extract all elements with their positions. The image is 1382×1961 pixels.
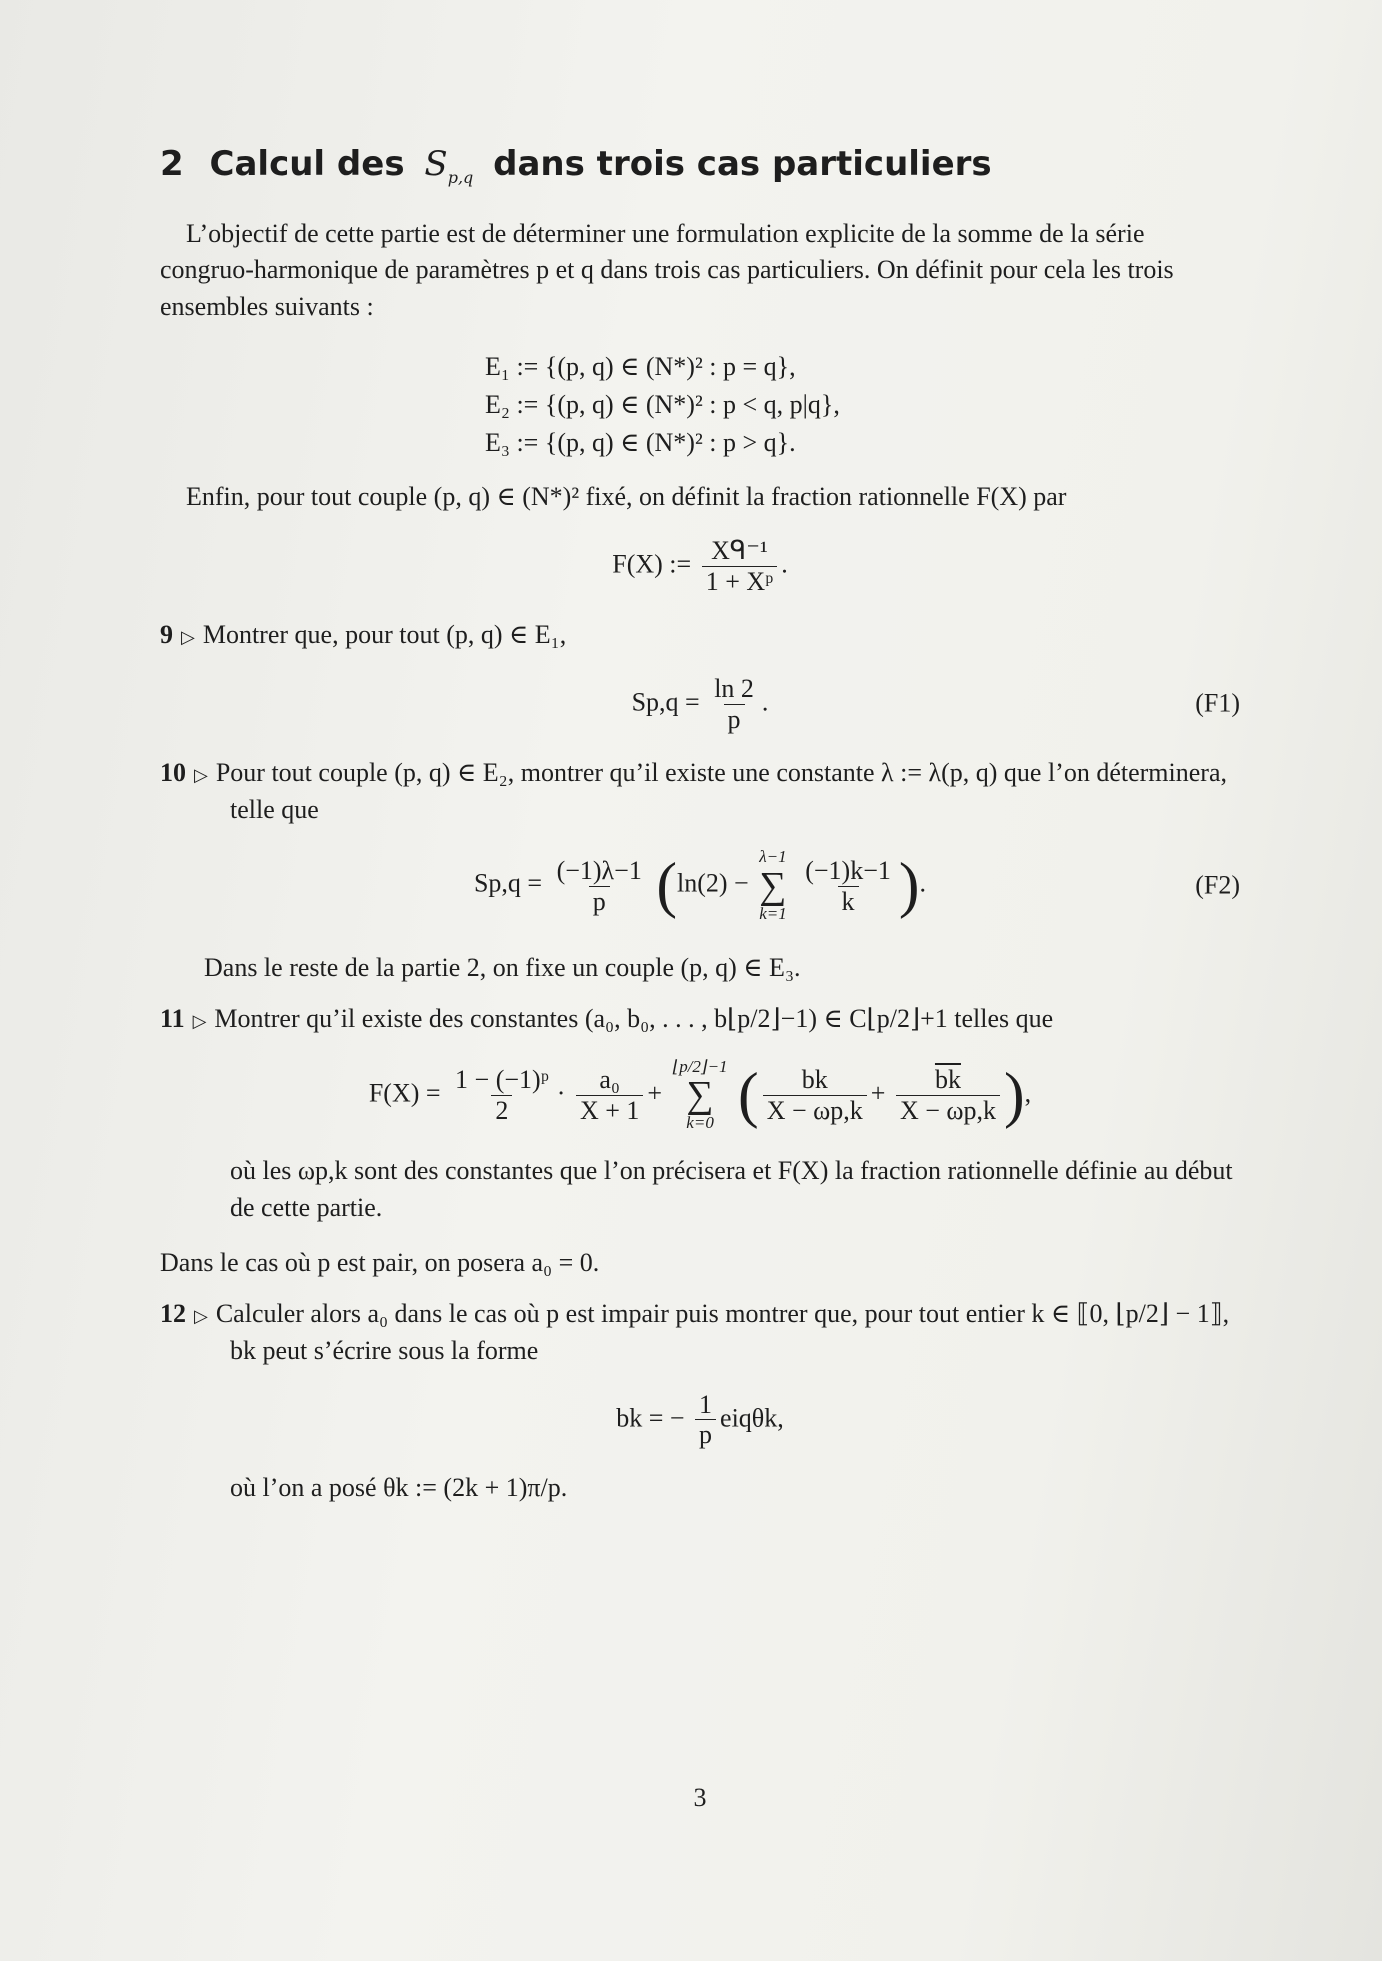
fix-paragraph: Dans le reste de la partie 2, on fixe un couple (p, q) ∈ E₃. — [204, 952, 801, 982]
triangle-icon: ▷ — [194, 764, 208, 785]
section-heading — [160, 140, 1240, 190]
formula-f2: Sp,q = $\frac{(-1)\lambda-1}{p}$ (ln(2) − λ−1 ∑ k=1 $\frac{(-1)k-1}{k}$ ). (F2) — [473, 847, 1240, 924]
page-content — [160, 140, 1240, 1812]
section-title-before: Calcul des — [209, 144, 405, 184]
sum-symbol: ⌊p/2⌋−1 ∑ k=0 — [672, 1056, 728, 1133]
formula-bk: bk = − $\frac{1}{p}$ eiqθk, — [616, 1389, 784, 1450]
question-12-after: où l’on a posé θk := (2k + 1)π/p. — [230, 1473, 568, 1503]
definition-fraction: $\frac{\text{Xᑫ⁻¹}}{\text{1 + Xᵖ}}$ — [702, 536, 778, 597]
equation-tag-f2: (F2) — [1195, 870, 1240, 900]
set-e2: E₂ := {(p, q) ∈ (N*)² : p < q, p|q}, — [485, 389, 840, 419]
page-number: 3 — [693, 1783, 707, 1812]
equation-tag-f1: (F1) — [1195, 688, 1240, 718]
definition-paragraph: Enfin, pour tout couple (p, q) ∈ (N*)² fixé, on définit la fraction rationnelle F(X) par — [186, 482, 1067, 512]
triangle-icon: ▷ — [181, 626, 195, 647]
even-case-paragraph: Dans le cas où p est pair, on posera a₀ = 0. — [160, 1247, 600, 1277]
formula-f1: Sp,q = $\frac{\ln 2}{p}$ . (F1) — [631, 673, 1240, 734]
definition-formula: F(X) := $\frac{\text{Xᑫ⁻¹}}{\text{1 + Xᵖ}}$ . — [612, 536, 788, 597]
question-11-after: où les ωp,k sont des constantes que l’on précisera et F(X) la fraction rationnelle définie au début de cette partie. — [230, 1156, 1233, 1222]
section-number: 2 — [160, 144, 184, 184]
question-10: 10 ▷ Pour tout couple (p, q) ∈ E₂, montrer qu’il existe une constante λ := λ(p, q) que l’on déterminera, telle que — [160, 757, 1227, 824]
set-e3: E₃ := {(p, q) ∈ (N*)² : p > q}. — [485, 427, 796, 457]
intro-paragraph: L’objectif de cette partie est de déterminer une formulation explicite de la somme de la série congruo-harmonique de paramètres p et q dans trois cas particuliers. On définit pour cela les trois ensembles suivants : — [160, 218, 1174, 322]
sets-definition — [485, 348, 1240, 461]
sum-symbol: λ−1 ∑ k=1 — [759, 847, 787, 924]
triangle-icon: ▷ — [194, 1305, 208, 1326]
formula-partial-fractions: F(X) = $\frac{\text{1 − (−1)ᵖ}}{2}$ · $\frac{\text{a₀}}{X + 1}$ + ⌊p/2⌋−1 ∑ k=0 ( $\frac{bk}{X - \omega p,k}$ + $\frac{\overline{bk}}{X - \omega p,k}$ ), — [368, 1056, 1032, 1133]
question-9: 9 ▷ Montrer que, pour tout (p, q) ∈ E₁, — [160, 619, 567, 649]
section-title-after: dans trois cas particuliers — [493, 144, 992, 184]
set-e1: E₁ := {(p, q) ∈ (N*)² : p = q}, — [485, 352, 796, 382]
section-title-math: $S_{p,q}$ — [424, 144, 474, 187]
question-11: 11 ▷ Montrer qu’il existe des constantes (a₀, b₀, . . . , b⌊p/2⌋−1) ∈ C⌊p/2⌋+1 telles que — [160, 1003, 1054, 1033]
question-12: 12 ▷ Calculer alors a₀ dans le cas où p est impair puis montrer que, pour tout entier k ∈ ⟦0, ⌊p/2⌋ − 1⟧, bk peut s’écrire sous la forme — [160, 1298, 1230, 1365]
triangle-icon: ▷ — [192, 1010, 207, 1031]
